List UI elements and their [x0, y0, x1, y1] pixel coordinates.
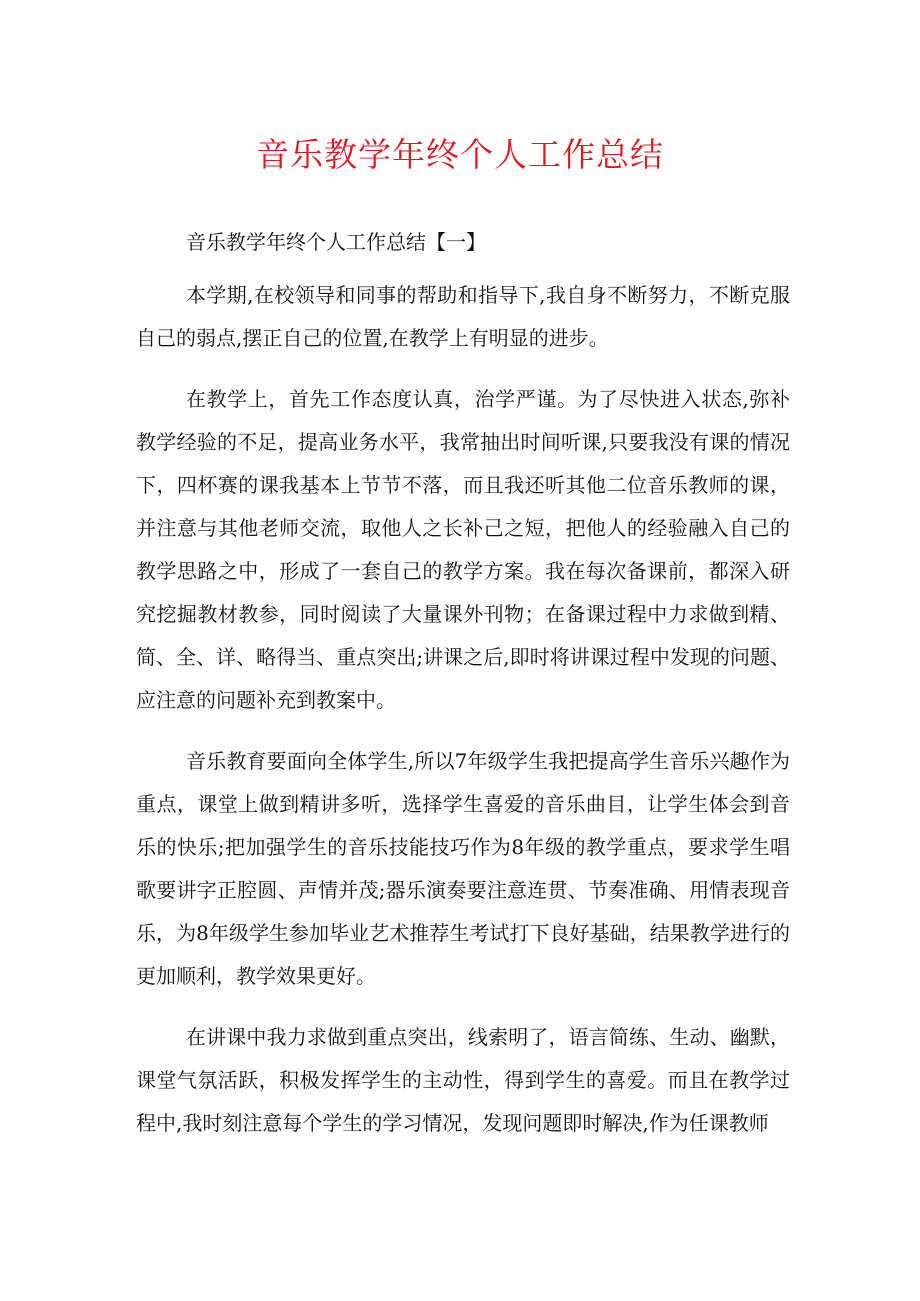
document-title: 音乐教学年终个人工作总结 — [256, 135, 664, 174]
paragraph-3: 音乐教育要面向全体学生,所以7年级学生我把提高学生音乐兴趣作为重点，课堂上做到精讲多听，选择学生喜爱的音乐曲目，让学生体会到音乐的快乐;把加强学生的音乐技能技巧作为8年级的教学重点，要求学生唱歌要讲字正腔圆、声情并茂;器乐演奏要注意连贯、节奏准确、用情表现音乐，为8年级学生参加毕业艺术推荐生考试打下良好基础，结果教学进行的更加顺利，教学效果更好。 — [136, 749, 790, 988]
paragraph-2: 在教学上，首先工作态度认真，治学严谨。为了尽快进入状态,弥补教学经验的不足，提高业务水平，我常抽出时间听课,只要我没有课的情况下，四杯赛的课我基本上节节不落，而且我还听其他二位音乐教师的课，并注意与其他老师交流，取他人之长补己之短，把他人的经验融入自己的教学思路之中，形成了一套自己的教学方案。我在每次备课前，都深入研究挖掘教材教参，同时阅读了大量课外刊物；在备课过程中力求做到精、简、全、详、略得当、重点突出;讲课之后,即时将讲课过程中发现的问题、应注意的问题补充到教案中。 — [136, 387, 790, 712]
paragraph-4: 在讲课中我力求做到重点突出，线索明了，语言简练、生动、幽默，课堂气氛活跃，积极发挥学生的主动性，得到学生的喜爱。而且在教学过程中,我时刻注意每个学生的学习情况，发现问题即时解决,作为任课教师 — [136, 1025, 790, 1135]
paragraph-1: 本学期,在校领导和同事的帮助和指导下,我自身不断努力，不断克服自己的弱点,摆正自己的位置,在教学上有明显的进步。 — [136, 283, 790, 350]
document-body — [136, 222, 790, 1163]
section-heading: 音乐教学年终个人工作总结【一】 — [186, 230, 486, 254]
